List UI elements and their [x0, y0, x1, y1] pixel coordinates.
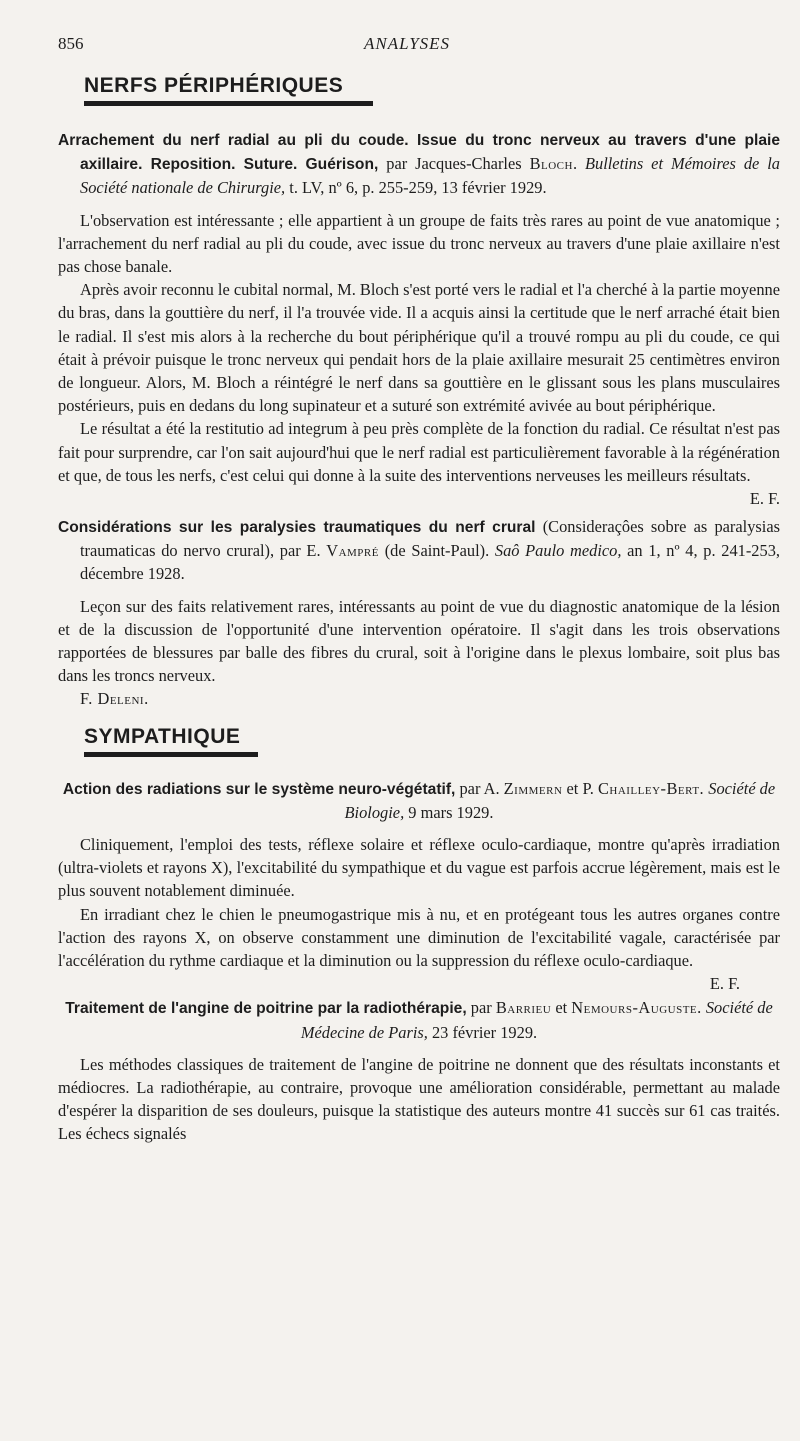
- article-conj: et: [555, 998, 568, 1018]
- article-signature: E. F.: [709, 974, 740, 994]
- article-body: [58, 209, 780, 509]
- article-citation: [58, 515, 780, 586]
- paragraph: Leçon sur des faits relativement rares, intéressants au point de vue du diagnostic anatomique de la lésion et de la discussion de l'opportunité d'une intervention opératoire. Il s'agit dans les trois observations rapportées de blessures par balle des fibres du crural, soit à l'origine dans le plexus lombaire, soit plus bas dans les troncs nerveux.: [58, 596, 780, 686]
- article-journal: Saô Paulo medico,: [494, 541, 622, 561]
- running-head: ANALYSES: [364, 34, 451, 53]
- article-title: Considérations sur les paralysies traumatiques du nerf crural: [58, 519, 536, 537]
- article-author-2: Nemours-Auguste.: [571, 998, 702, 1018]
- article: [58, 777, 780, 994]
- article-author: Vampré: [326, 541, 379, 561]
- article-signature: E. F.: [749, 489, 780, 509]
- page-number: 856: [58, 34, 84, 53]
- article-title: Arrachement du nerf radial au pli du coude. Issue du tronc nerveux au travers d'une plaie axillaire. Reposition. Suture. Guérison,: [58, 132, 780, 174]
- article-by: (Consideraçôes sobre as paralysias traumaticas do nervo crural), par E.: [80, 517, 780, 561]
- article-body: [58, 833, 780, 994]
- paragraph: L'observation est intéressante ; elle appartient à un groupe de faits très rares au point de vue anatomique ; l'arrachement du nerf radial au pli du coude, avec issue du tronc nerveux au travers d'une plaie axillaire n'est pas chose banale.: [58, 210, 780, 277]
- section-nerfs-peripheriques: [58, 74, 780, 106]
- article-by: par: [470, 998, 492, 1018]
- paragraph-text: En irradiant chez le chien le pneumogastrique mis à nu, et en protégeant tous les autres organes contre l'action des rayons X, on observe constamment une diminution de l'excitabilité vagale, caractérisée par l'accélération du rythme cardiaque et la diminution ou la suppression du réflexe oculo-cardiaque.: [58, 904, 780, 971]
- paragraph: Les méthodes classiques de traitement de l'angine de poitrine ne donnent que des résultats inconstants et médiocres. La radiothérapie, au contraire, provoque une amélioration considérable, permettant au malade d'espérer la disparition de ses douleurs, puisque la statistique des auteurs montre 41 succès sur 61 cas traités. Les échecs signalés: [58, 1054, 780, 1144]
- section-title: NERFS PÉRIPHÉRIQUES: [84, 74, 344, 97]
- article-author-2: Chailley-Bert.: [597, 778, 705, 798]
- article-author: Zimmern: [503, 778, 563, 798]
- article-ref: 23 février 1929.: [431, 1022, 538, 1042]
- article-citation: Arrachement du nerf radial au pli du coude. Issue du tronc nerveux au travers d'une plaie axillaire. Reposition. Suture. Guérison, par Jacques-Charles Bloch. Bulletins et Mémoires de la Société nationale de Chirurgie, t. LV, nº 6, p. 255-259, 13 février 1929.: [58, 132, 780, 198]
- section-sympathique: [58, 725, 780, 757]
- article-journal: Bulletins et Mémoires de la Société nationale de Chirurgie,: [80, 154, 780, 198]
- article-author: Bloch: [529, 154, 573, 174]
- section-rule: [84, 752, 258, 757]
- article-ref: t. LV, nº 6, p. 255-259, 13 février 1929.: [289, 178, 547, 198]
- article-body: [58, 595, 780, 711]
- article-ref: 9 mars 1929.: [408, 802, 494, 822]
- article-ref: an 1, nº 4, p. 241-253, décembre 1928.: [80, 541, 780, 584]
- paragraph: Cliniquement, l'emploi des tests, réflexe solaire et réflexe oculo-cardiaque, montre qu'après irradiation (ultra-violets et rayons X), l'excitabilité du sympathique et du vague est parfois accrue légèrement, mais est le plus souvent notablement diminuée.: [58, 835, 780, 901]
- article-author: Barrieu: [495, 998, 552, 1018]
- paragraph: [58, 417, 780, 509]
- article-title: Traitement de l'angine de poitrine par la radiothérapie,: [65, 1000, 467, 1018]
- article-citation: [58, 996, 780, 1043]
- article-by: par Jacques-Charles: [386, 154, 522, 174]
- paragraph: [58, 903, 780, 994]
- article-citation: [58, 777, 780, 824]
- article-journal: Société de Médecine de Paris,: [300, 998, 773, 1042]
- article-signature: F. Deleni.: [80, 689, 149, 709]
- article-by: par A.: [459, 778, 500, 798]
- article-body: [58, 1053, 780, 1146]
- article-journal: Société de Biologie,: [344, 778, 776, 822]
- page-header: [58, 34, 780, 60]
- article-author-note: (de Saint-Paul).: [384, 541, 490, 561]
- paragraph-text: Le résultat a été la restitutio ad integrum à peu près complète de la fonction du radial. Ce résultat n'est pas fait pour surprendre, car l'on sait aujourd'hui que le nerf radial est particulièrement favorable à la régénération et que, de tous les nerfs, c'est celui qui donne à la suite des interventions nerveuses les meilleurs résultats.: [58, 419, 780, 485]
- section-rule: [84, 101, 373, 106]
- article: [58, 996, 780, 1145]
- paragraph: Après avoir reconnu le cubital normal, M. Bloch s'est porté vers le radial et l'a cherché à la partie moyenne du bras, dans la gouttière du nerf, il l'a trouvée vide. Il a acquis ainsi la certitude que le nerf arraché était bien le radial. Il s'est mis alors à la recherche du bout périphérique qu'il a trouvé rompu au pli du coude, ce qui était à prévoir puisque le tronc nerveux qui pendait hors de la plaie axillaire mesurait 25 centimètres environ de longueur. Alors, M. Bloch a réintégré le nerf dans sa gouttière en le glissant sous les plans musculaires postérieurs, puis en dedans du long supinateur et a suturé son extrémité avivée au bout périphérique.: [58, 280, 780, 416]
- article: [58, 128, 780, 509]
- section-title: SYMPATHIQUE: [84, 724, 241, 748]
- article: [58, 515, 780, 711]
- article-title: Action des radiations sur le système neuro-végétatif,: [62, 780, 456, 798]
- page: [58, 34, 780, 1146]
- article-conj: et P.: [566, 778, 594, 798]
